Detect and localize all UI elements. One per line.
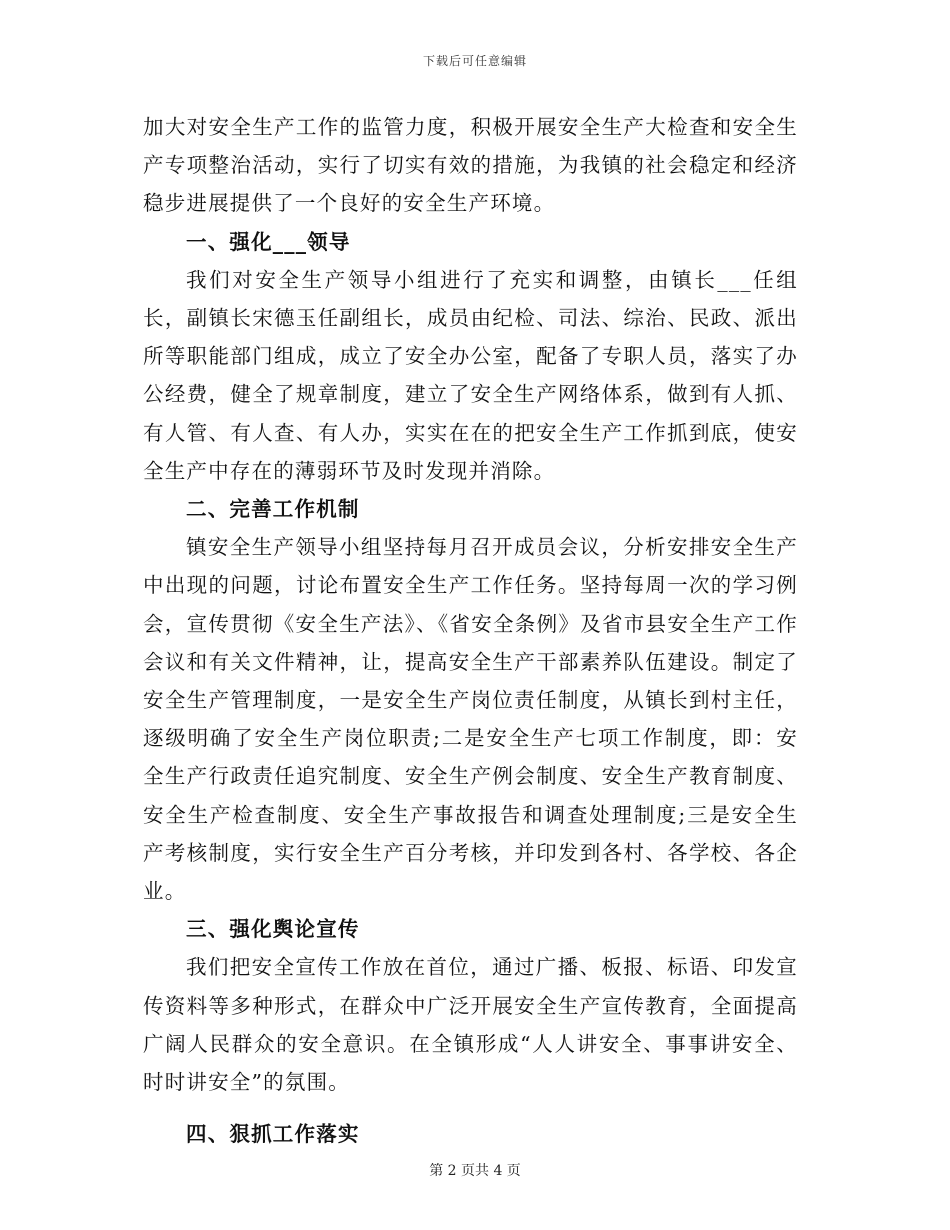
document-body [143,108,798,1153]
page-header: 下载后可任意编辑 [422,54,527,68]
section-heading-4: 四、狠抓工作落实 [186,1122,360,1147]
section-body-3: 我们把安全宣传工作放在首位，通过广播、板报、标语、印发宣传资料等多种形式，在群众中广泛开展安全生产宣传教育，全面提高广阔人民群众的安全意识。在全镇形成“人人讲安全、事事讲安全、时时讲安全”的氛围。 [143,955,798,1095]
section-body-1: 我们对安全生产领导小组进行了充实和调整，由镇长___任组长，副镇长宋德玉任副组长，成员由纪检、司法、综治、民政、派出所等职能部门组成，成立了安全办公室，配备了专职人员，落实了办公经费，健全了规章制度，建立了安全生产网络体系，做到有人抓、有人管、有人查、有人办，实实在在的把安全生产工作抓到底，使安全生产中存在的薄弱环节及时发现并消除。 [143,267,798,483]
section-heading-3: 三、强化舆论宣传 [186,917,360,942]
intro-paragraph: 加大对安全生产工作的监管力度，积极开展安全生产大检查和安全生产专项整治活动，实行了切实有效的措施，为我镇的社会稳定和经济稳步进展提供了一个良好的安全生产环境。 [143,115,798,216]
page-footer: 第 2 页共 4 页 [429,1163,521,1179]
section-heading-1: 一、强化___领导 [186,229,351,254]
section-body-2: 镇安全生产领导小组坚持每月召开成员会议，分析安排安全生产中出现的问题，讨论布置安全生产工作任务。坚持每周一次的学习例会，宣传贯彻《安全生产法》、《省安全条例》及省市县安全生产工作会议和有关文件精神，让，提高安全生产干部素养队伍建设。制定了安全生产管理制度，一是安全生产岗位责任制度，从镇长到村主任，逐级明确了安全生产岗位职责;二是安全生产七项工作制度，即：安全生产行政责任追究制度、安全生产例会制度、安全生产教育制度、安全生产检查制度、安全生产事故报告和调查处理制度;三是安全生产考核制度，实行安全生产百分考核，并印发到各村、各学校、各企业。 [143,535,798,904]
section-heading-2: 二、完善工作机制 [186,497,360,522]
